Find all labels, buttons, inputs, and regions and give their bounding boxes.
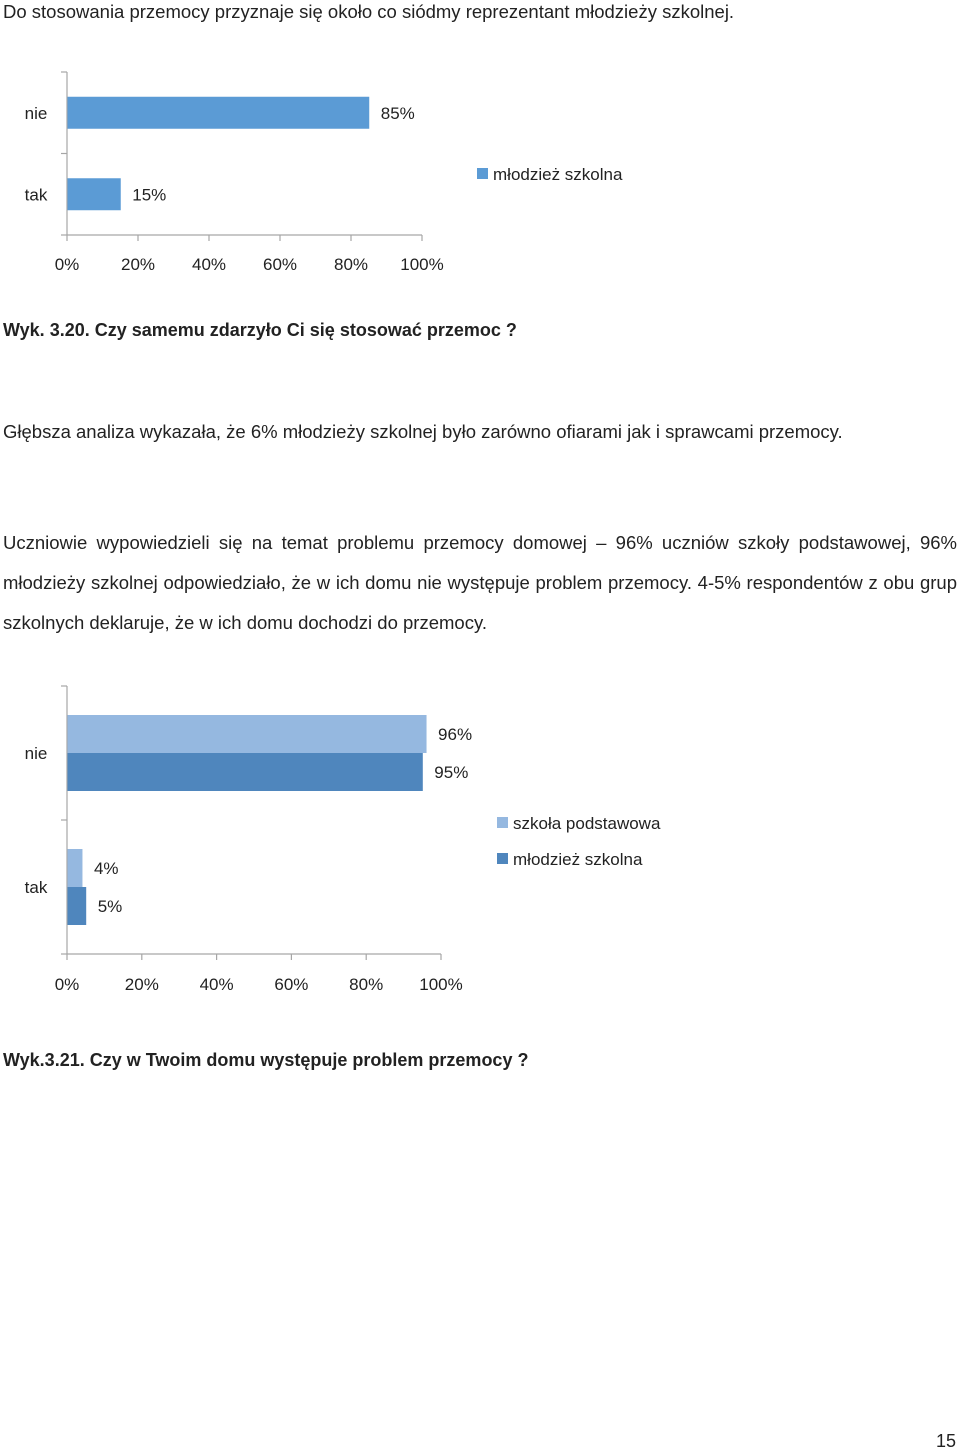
bar-tak-0 — [68, 178, 121, 210]
x-tick-label: 40% — [199, 975, 234, 994]
figure-caption-3-21: Wyk.3.21. Czy w Twoim domu występuje problem przemocy ? — [3, 1050, 529, 1070]
data-label: 15% — [132, 185, 167, 205]
bar-nie-1 — [68, 753, 423, 791]
x-tick-label: 60% — [262, 255, 298, 274]
intro-paragraph: Do stosowania przemocy przyznaje się około co siódmy reprezentant młodzieży szkolnej. — [3, 1, 735, 22]
category-label: nie — [24, 744, 48, 763]
x-tick-label: 60% — [274, 975, 309, 994]
x-tick-label: 80% — [333, 255, 369, 274]
bar-nie-0 — [68, 97, 370, 129]
category-label: nie — [24, 103, 48, 123]
legend-swatch — [477, 168, 488, 179]
legend-swatch — [497, 853, 508, 864]
x-tick-label: 0% — [54, 255, 80, 274]
data-label: 85% — [380, 103, 415, 123]
page-number: 15 — [935, 1431, 956, 1451]
bar-tak-0 — [68, 849, 83, 887]
x-tick-label: 80% — [349, 975, 384, 994]
category-label: tak — [24, 878, 48, 897]
legend-swatch — [497, 817, 508, 828]
domestic-violence-paragraph: Uczniowie wypowiedzieli się na temat problemu przemocy domowej – 96% uczniów szkoły podstawowej, 96% młodzieży szkolnej odpowiedziało, że w ich domu nie występuje problem przemocy. 4-5% respondentów z obu grup szkolnych deklaruje, że w ich domu dochodzi do przemocy. — [3, 532, 957, 633]
data-label: 96% — [438, 725, 473, 744]
bar-tak-1 — [68, 887, 87, 925]
data-label: 5% — [97, 897, 123, 916]
legend-label: szkoła podstawowa — [513, 814, 661, 833]
chart-self-violence — [0, 60, 700, 290]
figure-caption-3-20: Wyk. 3.20. Czy samemu zdarzyło Ci się stosować przemoc ? — [3, 320, 517, 340]
legend-label: młodzież szkolna — [493, 165, 623, 184]
x-tick-label: 40% — [191, 255, 227, 274]
x-tick-label: 0% — [54, 975, 80, 994]
x-tick-label: 20% — [124, 975, 159, 994]
bar-nie-0 — [68, 715, 427, 753]
data-label: 4% — [93, 859, 119, 878]
analysis-paragraph: Głębsza analiza wykazała, że 6% młodzieży szkolnej było zarówno ofiarami jak i sprawcami przemocy. — [3, 421, 843, 442]
x-tick-label: 100% — [400, 255, 444, 274]
x-tick-label: 100% — [419, 975, 463, 994]
legend-label: młodzież szkolna — [513, 850, 643, 869]
category-label: tak — [24, 185, 48, 205]
x-tick-label: 20% — [120, 255, 156, 274]
data-label: 95% — [434, 763, 469, 782]
chart-domestic-violence — [0, 676, 760, 996]
